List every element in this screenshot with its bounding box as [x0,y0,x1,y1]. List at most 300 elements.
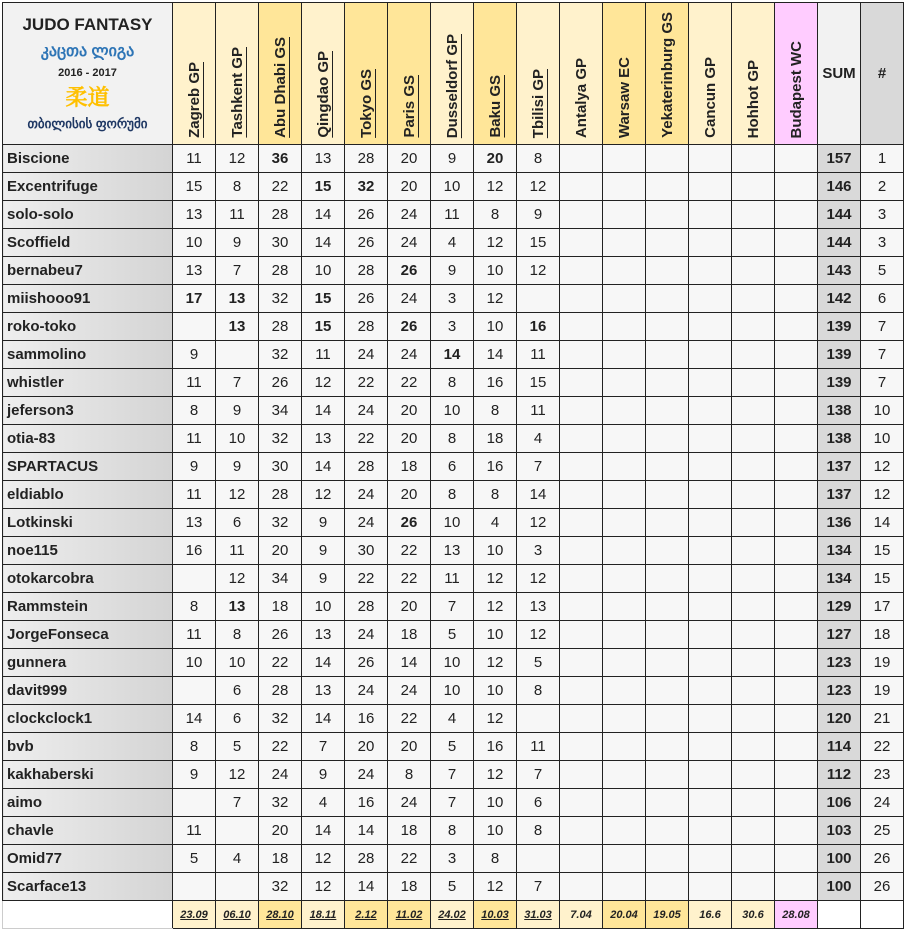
score-cell[interactable] [603,845,646,873]
player-name[interactable]: whistler [3,369,173,397]
sum-cell[interactable]: 127 [818,621,861,649]
score-cell[interactable] [603,481,646,509]
score-cell[interactable]: 12 [474,285,517,313]
score-cell[interactable] [603,761,646,789]
rank-cell[interactable]: 3 [861,201,904,229]
score-cell[interactable]: 12 [517,257,560,285]
score-cell[interactable]: 10 [431,509,474,537]
score-cell[interactable] [173,313,216,341]
score-cell[interactable]: 13 [216,313,259,341]
score-cell[interactable] [689,733,732,761]
event-header[interactable] [173,3,216,145]
rank-cell[interactable]: 15 [861,537,904,565]
score-cell[interactable] [689,285,732,313]
score-cell[interactable] [646,341,689,369]
score-cell[interactable]: 22 [259,733,302,761]
event-header[interactable] [732,3,775,145]
score-cell[interactable]: 20 [259,817,302,845]
sum-cell[interactable]: 157 [818,145,861,173]
event-header[interactable] [474,3,517,145]
score-cell[interactable] [646,733,689,761]
score-cell[interactable] [689,481,732,509]
player-name[interactable]: miishooo91 [3,285,173,313]
title-cell[interactable] [3,3,173,145]
event-header[interactable] [646,3,689,145]
score-cell[interactable] [560,285,603,313]
score-cell[interactable]: 11 [173,817,216,845]
score-cell[interactable]: 22 [388,705,431,733]
event-date[interactable]: 24.02 [431,901,474,929]
score-cell[interactable]: 12 [474,761,517,789]
score-cell[interactable]: 20 [388,425,431,453]
score-cell[interactable]: 12 [302,845,345,873]
score-cell[interactable]: 7 [517,761,560,789]
player-name[interactable]: Omid77 [3,845,173,873]
score-cell[interactable] [689,649,732,677]
score-cell[interactable] [775,817,818,845]
score-cell[interactable]: 8 [517,817,560,845]
score-cell[interactable]: 10 [173,229,216,257]
score-cell[interactable] [689,257,732,285]
score-cell[interactable] [689,817,732,845]
event-date[interactable]: 16.6 [689,901,732,929]
score-cell[interactable] [732,593,775,621]
score-cell[interactable]: 14 [388,649,431,677]
score-cell[interactable] [603,145,646,173]
sum-cell[interactable]: 136 [818,509,861,537]
score-cell[interactable] [603,677,646,705]
score-cell[interactable] [689,173,732,201]
score-cell[interactable] [603,733,646,761]
sum-cell[interactable]: 139 [818,341,861,369]
score-cell[interactable]: 11 [517,397,560,425]
score-cell[interactable] [775,789,818,817]
score-cell[interactable] [689,341,732,369]
score-cell[interactable]: 13 [302,621,345,649]
score-cell[interactable]: 22 [388,845,431,873]
score-cell[interactable]: 26 [345,285,388,313]
score-cell[interactable] [646,285,689,313]
score-cell[interactable] [689,201,732,229]
score-cell[interactable]: 16 [345,705,388,733]
player-name[interactable]: Biscione [3,145,173,173]
score-cell[interactable]: 20 [388,145,431,173]
score-cell[interactable] [646,481,689,509]
sum-header[interactable]: SUM [818,3,861,145]
score-cell[interactable]: 12 [474,705,517,733]
score-cell[interactable]: 10 [302,593,345,621]
score-cell[interactable]: 14 [302,229,345,257]
score-cell[interactable] [732,873,775,901]
score-cell[interactable]: 18 [259,593,302,621]
score-cell[interactable] [603,621,646,649]
score-cell[interactable]: 9 [302,509,345,537]
score-cell[interactable]: 11 [173,369,216,397]
score-cell[interactable] [775,285,818,313]
score-cell[interactable] [560,537,603,565]
score-cell[interactable]: 11 [173,145,216,173]
score-cell[interactable]: 28 [345,257,388,285]
score-cell[interactable] [646,845,689,873]
score-cell[interactable]: 12 [302,873,345,901]
score-cell[interactable] [775,173,818,201]
player-name[interactable]: SPARTACUS [3,453,173,481]
score-cell[interactable]: 36 [259,145,302,173]
score-cell[interactable]: 7 [216,789,259,817]
event-header[interactable] [603,3,646,145]
score-cell[interactable]: 28 [259,313,302,341]
score-cell[interactable] [646,621,689,649]
score-cell[interactable] [775,845,818,873]
score-cell[interactable]: 15 [302,285,345,313]
score-cell[interactable] [560,677,603,705]
player-name[interactable]: Lotkinski [3,509,173,537]
score-cell[interactable] [603,257,646,285]
score-cell[interactable]: 8 [388,761,431,789]
score-cell[interactable]: 13 [216,285,259,313]
score-cell[interactable] [689,537,732,565]
score-cell[interactable] [216,817,259,845]
sum-cell[interactable]: 138 [818,397,861,425]
score-cell[interactable] [646,565,689,593]
score-cell[interactable]: 10 [474,677,517,705]
rank-cell[interactable]: 7 [861,313,904,341]
score-cell[interactable] [646,873,689,901]
score-cell[interactable]: 32 [259,425,302,453]
score-cell[interactable] [689,789,732,817]
score-cell[interactable] [560,817,603,845]
score-cell[interactable]: 22 [345,369,388,397]
score-cell[interactable]: 11 [517,733,560,761]
sum-cell[interactable]: 123 [818,677,861,705]
score-cell[interactable] [560,173,603,201]
score-cell[interactable]: 13 [302,425,345,453]
score-cell[interactable] [732,425,775,453]
score-cell[interactable] [732,201,775,229]
score-cell[interactable] [732,817,775,845]
sum-cell[interactable]: 100 [818,873,861,901]
score-cell[interactable]: 22 [388,537,431,565]
score-cell[interactable] [732,565,775,593]
score-cell[interactable] [603,173,646,201]
score-cell[interactable]: 6 [216,509,259,537]
score-cell[interactable]: 20 [388,173,431,201]
score-cell[interactable] [646,593,689,621]
event-date[interactable]: 18.11 [302,901,345,929]
score-cell[interactable]: 28 [259,257,302,285]
score-cell[interactable] [775,201,818,229]
score-cell[interactable] [603,201,646,229]
score-cell[interactable] [732,257,775,285]
score-cell[interactable]: 15 [173,173,216,201]
score-cell[interactable]: 4 [431,705,474,733]
score-cell[interactable]: 32 [259,285,302,313]
event-date[interactable]: 30.6 [732,901,775,929]
score-cell[interactable]: 16 [474,369,517,397]
sum-cell[interactable]: 129 [818,593,861,621]
score-cell[interactable] [775,229,818,257]
score-cell[interactable] [689,229,732,257]
score-cell[interactable]: 10 [216,649,259,677]
score-cell[interactable]: 11 [173,621,216,649]
score-cell[interactable] [603,369,646,397]
score-cell[interactable] [560,481,603,509]
score-cell[interactable]: 7 [216,257,259,285]
sum-cell[interactable]: 134 [818,565,861,593]
sum-cell[interactable]: 114 [818,733,861,761]
rank-cell[interactable]: 22 [861,733,904,761]
score-cell[interactable]: 5 [431,733,474,761]
score-cell[interactable] [689,705,732,733]
score-cell[interactable]: 26 [345,649,388,677]
score-cell[interactable] [560,873,603,901]
sum-cell[interactable]: 134 [818,537,861,565]
score-cell[interactable]: 24 [388,285,431,313]
score-cell[interactable]: 26 [345,229,388,257]
score-cell[interactable] [603,509,646,537]
score-cell[interactable] [560,313,603,341]
score-cell[interactable]: 22 [388,369,431,397]
score-cell[interactable]: 22 [259,649,302,677]
score-cell[interactable]: 16 [173,537,216,565]
score-cell[interactable]: 22 [388,565,431,593]
score-cell[interactable] [603,593,646,621]
score-cell[interactable] [603,397,646,425]
score-cell[interactable]: 12 [216,145,259,173]
score-cell[interactable]: 15 [302,313,345,341]
player-name[interactable]: otokarcobra [3,565,173,593]
score-cell[interactable]: 14 [517,481,560,509]
score-cell[interactable] [560,845,603,873]
score-cell[interactable]: 12 [474,873,517,901]
sum-cell[interactable]: 123 [818,649,861,677]
score-cell[interactable]: 8 [173,593,216,621]
event-date[interactable]: 20.04 [603,901,646,929]
score-cell[interactable]: 5 [173,845,216,873]
rank-cell[interactable]: 12 [861,453,904,481]
score-cell[interactable]: 4 [302,789,345,817]
score-cell[interactable] [689,313,732,341]
score-cell[interactable] [646,257,689,285]
score-cell[interactable]: 7 [431,789,474,817]
score-cell[interactable]: 11 [431,565,474,593]
score-cell[interactable] [689,761,732,789]
score-cell[interactable] [603,873,646,901]
player-name[interactable]: sammolino [3,341,173,369]
score-cell[interactable]: 6 [517,789,560,817]
score-cell[interactable]: 24 [259,761,302,789]
event-date[interactable]: 2.12 [345,901,388,929]
score-cell[interactable]: 11 [216,201,259,229]
score-cell[interactable]: 20 [388,733,431,761]
score-cell[interactable] [560,649,603,677]
player-name[interactable]: bvb [3,733,173,761]
sum-cell[interactable]: 106 [818,789,861,817]
sum-cell[interactable]: 138 [818,425,861,453]
score-cell[interactable] [646,397,689,425]
score-cell[interactable]: 28 [345,145,388,173]
score-cell[interactable]: 10 [431,173,474,201]
player-name[interactable]: roko-toko [3,313,173,341]
score-cell[interactable]: 26 [259,621,302,649]
score-cell[interactable]: 11 [173,481,216,509]
score-cell[interactable] [517,705,560,733]
player-name[interactable]: clockclock1 [3,705,173,733]
event-header[interactable] [560,3,603,145]
score-cell[interactable]: 9 [173,453,216,481]
score-cell[interactable] [689,565,732,593]
score-cell[interactable]: 28 [345,593,388,621]
score-cell[interactable] [732,173,775,201]
score-cell[interactable]: 7 [431,761,474,789]
player-name[interactable]: noe115 [3,537,173,565]
rank-cell[interactable]: 23 [861,761,904,789]
score-cell[interactable]: 14 [302,453,345,481]
score-cell[interactable]: 22 [345,565,388,593]
score-cell[interactable]: 8 [431,817,474,845]
score-cell[interactable]: 24 [345,621,388,649]
score-cell[interactable]: 11 [517,341,560,369]
score-cell[interactable]: 10 [474,537,517,565]
event-date[interactable]: 06.10 [216,901,259,929]
score-cell[interactable] [603,453,646,481]
score-cell[interactable] [732,845,775,873]
score-cell[interactable] [775,313,818,341]
score-cell[interactable] [560,565,603,593]
player-name[interactable]: eldiablo [3,481,173,509]
score-cell[interactable] [732,677,775,705]
score-cell[interactable]: 10 [474,817,517,845]
player-name[interactable]: solo-solo [3,201,173,229]
score-cell[interactable]: 24 [388,789,431,817]
rank-cell[interactable]: 24 [861,789,904,817]
score-cell[interactable]: 3 [431,285,474,313]
score-cell[interactable]: 13 [302,145,345,173]
score-cell[interactable] [603,229,646,257]
score-cell[interactable]: 12 [474,565,517,593]
score-cell[interactable]: 22 [259,173,302,201]
score-cell[interactable]: 8 [173,397,216,425]
player-name[interactable]: davit999 [3,677,173,705]
score-cell[interactable]: 7 [517,453,560,481]
score-cell[interactable]: 12 [216,481,259,509]
event-date[interactable]: 28.10 [259,901,302,929]
score-cell[interactable] [775,733,818,761]
score-cell[interactable]: 20 [388,397,431,425]
score-cell[interactable]: 24 [345,509,388,537]
score-cell[interactable]: 24 [388,677,431,705]
score-cell[interactable] [775,397,818,425]
score-cell[interactable] [689,397,732,425]
score-cell[interactable] [689,621,732,649]
score-cell[interactable] [775,425,818,453]
score-cell[interactable]: 6 [431,453,474,481]
score-cell[interactable] [603,313,646,341]
score-cell[interactable]: 16 [474,733,517,761]
score-cell[interactable]: 8 [474,397,517,425]
score-cell[interactable] [560,397,603,425]
event-header[interactable] [259,3,302,145]
score-cell[interactable]: 14 [302,397,345,425]
score-cell[interactable]: 8 [431,369,474,397]
score-cell[interactable] [775,649,818,677]
sum-cell[interactable]: 112 [818,761,861,789]
event-date[interactable]: 31.03 [517,901,560,929]
score-cell[interactable]: 15 [517,229,560,257]
score-cell[interactable]: 28 [259,677,302,705]
score-cell[interactable]: 7 [302,733,345,761]
score-cell[interactable]: 8 [216,621,259,649]
score-cell[interactable] [216,873,259,901]
rank-cell[interactable]: 12 [861,481,904,509]
event-header[interactable] [431,3,474,145]
score-cell[interactable] [517,285,560,313]
rank-cell[interactable]: 25 [861,817,904,845]
score-cell[interactable]: 8 [474,845,517,873]
sum-cell[interactable]: 120 [818,705,861,733]
rank-cell[interactable]: 1 [861,145,904,173]
score-cell[interactable] [689,873,732,901]
rank-header[interactable]: # [861,3,904,145]
score-cell[interactable]: 20 [259,537,302,565]
score-cell[interactable]: 13 [216,593,259,621]
player-name[interactable]: JorgeFonseca [3,621,173,649]
score-cell[interactable]: 9 [302,537,345,565]
score-cell[interactable] [646,537,689,565]
sum-cell[interactable]: 139 [818,313,861,341]
score-cell[interactable]: 18 [388,453,431,481]
score-cell[interactable]: 18 [474,425,517,453]
score-cell[interactable]: 9 [431,257,474,285]
score-cell[interactable]: 10 [474,257,517,285]
score-cell[interactable]: 4 [216,845,259,873]
score-cell[interactable]: 12 [474,649,517,677]
score-cell[interactable]: 9 [173,761,216,789]
score-cell[interactable]: 8 [173,733,216,761]
score-cell[interactable]: 4 [517,425,560,453]
score-cell[interactable]: 8 [216,173,259,201]
sum-cell[interactable]: 137 [818,481,861,509]
score-cell[interactable] [173,873,216,901]
score-cell[interactable] [603,537,646,565]
score-cell[interactable]: 14 [302,649,345,677]
score-cell[interactable] [173,565,216,593]
score-cell[interactable] [732,369,775,397]
score-cell[interactable] [560,229,603,257]
score-cell[interactable]: 15 [302,173,345,201]
score-cell[interactable]: 5 [517,649,560,677]
score-cell[interactable]: 8 [517,145,560,173]
score-cell[interactable]: 13 [431,537,474,565]
event-date[interactable]: 28.08 [775,901,818,929]
score-cell[interactable]: 12 [517,621,560,649]
score-cell[interactable] [775,369,818,397]
score-cell[interactable]: 10 [431,677,474,705]
score-cell[interactable]: 3 [431,313,474,341]
event-header[interactable] [388,3,431,145]
rank-cell[interactable]: 6 [861,285,904,313]
rank-cell[interactable]: 14 [861,509,904,537]
score-cell[interactable]: 10 [474,621,517,649]
score-cell[interactable]: 12 [474,593,517,621]
score-cell[interactable]: 9 [216,453,259,481]
score-cell[interactable] [732,621,775,649]
score-cell[interactable] [775,565,818,593]
score-cell[interactable]: 16 [517,313,560,341]
player-name[interactable]: bernabeu7 [3,257,173,285]
score-cell[interactable] [646,369,689,397]
score-cell[interactable]: 9 [302,761,345,789]
